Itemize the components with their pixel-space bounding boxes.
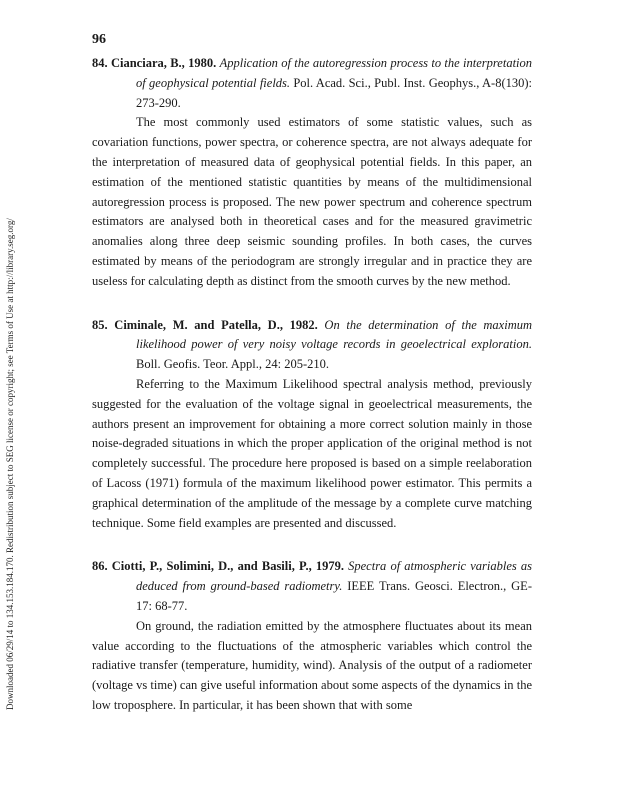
entry-authors: Ciminale, M. and Patella, D., 1982. (114, 317, 318, 332)
entry-authors: Ciotti, P., Solimini, D., and Basili, P., 1979. (111, 559, 344, 574)
citation (92, 557, 532, 616)
bibliography-entry-84 (92, 54, 532, 292)
entry-abstract: On ground, the radiation emitted by the atmosphere fluctuates about its mean value according to the fluctuations of the atmospheric variables which control the radiative transfer (temperature, humidity, wind). Analysis of the output of a radiometer (voltage vs time) can give useful information about some aspects of the dynamics in the low troposphere. In particular, it has been shown that with some (92, 618, 532, 712)
page-number: 96 (92, 32, 106, 47)
entry-source: Boll. Geofis. Teor. Appl., 24: 205-210. (136, 357, 329, 372)
bibliography-entry-85 (92, 316, 532, 534)
entry-title: Spectra of atmospheric variables as deduced from ground-based radiometry. (136, 559, 532, 594)
download-notice: Downloaded 06/29/14 to 134.153.184.170. Redistribution subject to SEG license or copyright; see Terms of Use at http://library.seg.org/ (5, 218, 15, 710)
entry-abstract: Referring to the Maximum Likelihood spectral analysis method, previously suggested for the evaluation of the voltage signal in geoelectrical measurements, the authors present an improvement for obtaining a more correct solution mainly in those noise-degraded situations in which the proper application of the original method is not completely successful. The procedure here proposed is based on a simple reelaboration of Lacoss (1971) formula of the maximum likelihood power estimator. This permits a graphical determination of the amplitude of the message by a complete curve matching technique. Some field examples are presented and discussed. (92, 376, 532, 530)
bibliography-entry-86 (92, 557, 532, 715)
entry-abstract: The most commonly used estimators of some statistic values, such as covariation functions, power spectra, or coherence spectra, are not always adequate for the interpretation of measured data of geophysical potential fields. In this paper, an estimation of the mentioned statistic quantities by means of the multidimensional autoregression process is proposed. The new power spectrum and coherence spectrum estimators are analysed both in theoretical cases and for the measured gravimetric anomalies along three deep seismic sounding profiles. In both cases, the curves estimated by means of the periodogram are strongly irregular and in practice they are useless for calculating depth as distinct from the smooth curves by the new method. (92, 115, 532, 288)
citation (92, 54, 532, 113)
entry-title: On the determination of the maximum likelihood power of very noisy voltage records in geoelectrical exploration. (136, 317, 533, 352)
entry-number: 85. (92, 317, 108, 332)
entry-number: 86. (92, 559, 108, 574)
entry-source: IEEE Trans. Geosci. Electron., GE-17: 68-77. (136, 579, 532, 613)
document-page (92, 30, 532, 740)
citation (92, 316, 532, 375)
entry-source: Pol. Acad. Sci., Publ. Inst. Geophys., A-8(130): 273-290. (136, 75, 533, 110)
entry-number: 84. (92, 56, 108, 70)
entry-authors: Cianciara, B., 1980. (110, 56, 217, 70)
entry-title: Application of the autoregression process to the interpretation of geophysical potential fields. (136, 56, 533, 90)
